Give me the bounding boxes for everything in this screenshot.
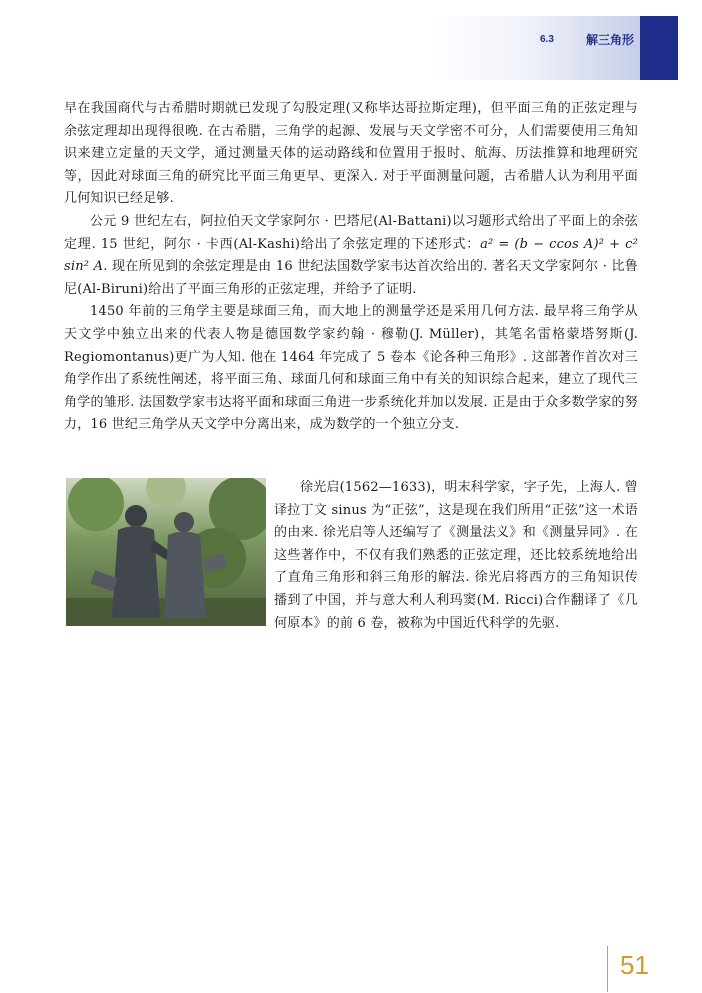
main-text <box>64 98 638 437</box>
header-accent-block <box>640 16 678 80</box>
paragraph-2-after: . 现在所见到的余弦定理是由 16 世纪法国数学家韦达首次给出的. 著名天文学家阿尔 · 比鲁尼(Al-Biruni)给出了平面三角形的正弦定理，并给予了证明. <box>64 259 638 297</box>
statue-photo <box>66 478 266 626</box>
page-number-rule <box>607 946 608 992</box>
law-of-cosines-formula: a² = (b − ccos A)² + c² sin² A <box>64 236 638 275</box>
caption-text <box>274 477 638 635</box>
section-number: 6.3 <box>540 34 554 45</box>
paragraph-2 <box>64 211 638 301</box>
page-number: 51 <box>620 950 649 980</box>
paragraph-2-before: 公元 9 世纪左右，阿拉伯天文学家阿尔 · 巴塔尼(Al-Battani)以习题形式给出了平面上的余弦定理. 15 世纪，阿尔 · 卡西(Al-Kashi)给出了余弦定理的下述形式： <box>64 213 638 252</box>
paragraph-3: 1450 年前的三角学主要是球面三角，而大地上的测量学还是采用几何方法. 最早将三角学从天文学中独立出来的代表人物是德国数学家约翰 · 穆勒(J. Müller)，其笔名雷格蒙塔努斯(J. Regiomontanus)更广为人知. 他在 1464 年完成了 5 卷本《论各种三角形》. 这部著作首次对三角学作出了系统性阐述，将平面三角、球面几何和球面三角中有关的知识综合起来，建立了现代三角学的雏形. 法国数学家韦达将平面和球面三角进一步系统化并加以发展. 正是由于众多数学家的努力，16 世纪三角学从天文学中分离出来，成为数学的一个独立分支. <box>64 304 638 433</box>
paragraph-1: 早在我国商代与古希腊时期就已发现了勾股定理(又称毕达哥拉斯定理)，但平面三角的正弦定理与余弦定理却出现得很晚. 在古希腊，三角学的起源、发展与天文学密不可分，人们需要使用三角知识来建立定量的天文学，通过测量天体的运动路线和位置用于报时、航海、历法推算和地理研究等，因此对球面三角的研究比平面三角更早、更深入. 对于平面测量问题，古希腊人认为利用平面几何知识已经足够. <box>64 101 638 207</box>
section-title: 解三角形 <box>586 33 635 47</box>
caption-paragraph: 徐光启(1562—1633)，明末科学家，字子先，上海人. 曾译拉丁文 sinus 为“正弦”，这是现在我们所用“正弦”这一术语的由来. 徐光启等人还编写了《测量法义》和《测量异同》. 在这些著作中，不仅有我们熟悉的正弦定理，还比较系统地给出了直角三角形和斜三角形的解法. 徐光启将西方的三角知识传播到了中国，并与意大利人利玛窦(M. Ricci)合作翻译了《几何原本》的前 6 卷，被称为中国近代科学的先驱. <box>274 480 638 631</box>
